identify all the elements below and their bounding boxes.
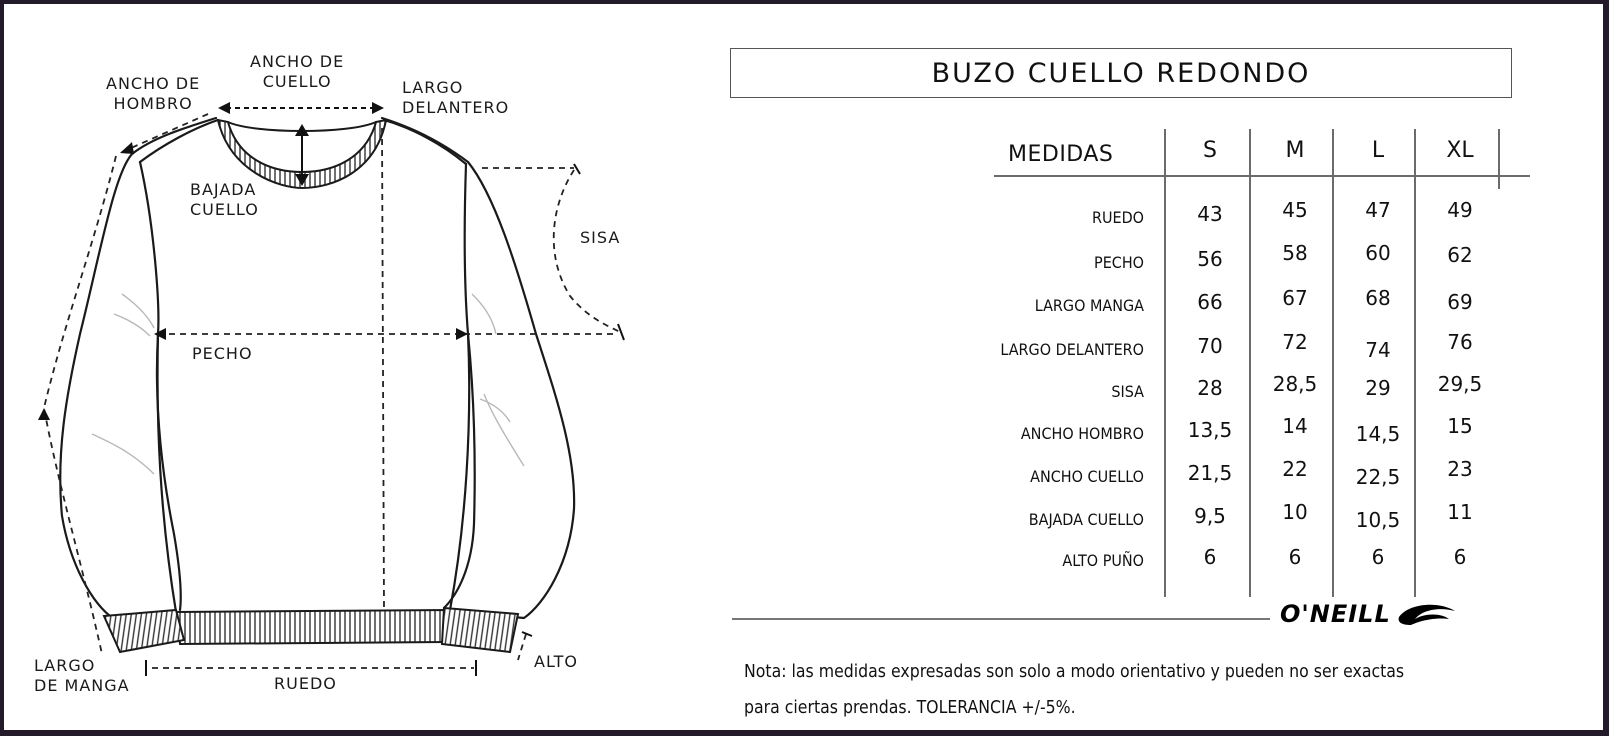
row-label: SISA — [1111, 382, 1144, 401]
table-cell: 15 — [1447, 414, 1473, 438]
table-cell: 10,5 — [1355, 508, 1401, 532]
label-largo-delantero: LARGO DELANTERO — [402, 78, 510, 117]
table-cell: 56 — [1197, 247, 1223, 271]
table-cell: 9,5 — [1194, 504, 1226, 528]
table-cell: 23 — [1447, 457, 1473, 481]
label-ruedo: RUEDO — [274, 674, 337, 693]
column-divider — [1164, 129, 1166, 597]
header-medidas: MEDIDAS — [1008, 142, 1114, 167]
table-cell: 11 — [1447, 500, 1473, 524]
table-cell: 6 — [1288, 545, 1302, 569]
disclaimer-note — [744, 654, 1504, 726]
wave-logo-icon — [1395, 601, 1459, 627]
row-label: LARGO MANGA — [1034, 296, 1144, 315]
page-title: BUZO CUELLO REDONDO — [931, 57, 1311, 89]
footer-divider — [732, 618, 1270, 620]
table-cell: 29 — [1365, 376, 1391, 400]
table-cell: 49 — [1447, 198, 1473, 222]
row-label: ALTO PUÑO — [1062, 551, 1144, 570]
size-header-m: M — [1285, 138, 1305, 163]
garment-sketch — [4, 4, 704, 730]
row-label: ANCHO CUELLO — [1030, 467, 1144, 486]
label-ancho-cuello: ANCHO DE CUELLO — [250, 52, 345, 91]
label-sisa: SISA — [580, 228, 621, 247]
table-cell: 60 — [1365, 241, 1391, 265]
size-chart-card — [4, 4, 1603, 730]
table-cell: 68 — [1365, 286, 1391, 310]
table-cell: 28 — [1197, 376, 1223, 400]
brand-name: O'NEILL — [1280, 600, 1391, 628]
note-line-2: para ciertas prendas. TOLERANCIA +/-5%. — [744, 698, 1076, 718]
table-cell: 43 — [1197, 202, 1223, 226]
table-cell: 6 — [1453, 545, 1467, 569]
table-cell: 76 — [1447, 330, 1473, 354]
header-divider — [994, 175, 1530, 177]
row-label: RUEDO — [1091, 208, 1144, 227]
label-pecho: PECHO — [192, 344, 253, 363]
table-cell: 72 — [1282, 330, 1308, 354]
table-cell: 6 — [1203, 545, 1217, 569]
table-cell: 6 — [1371, 545, 1385, 569]
row-label: ANCHO HOMBRO — [1020, 424, 1144, 443]
table-cell: 67 — [1282, 286, 1308, 310]
size-header-l: L — [1371, 138, 1385, 163]
table-cell: 29,5 — [1437, 372, 1483, 396]
row-label: BAJADA CUELLO — [1028, 510, 1144, 529]
title-box — [730, 48, 1512, 98]
label-alto: ALTO — [534, 652, 579, 671]
table-cell: 47 — [1365, 198, 1391, 222]
row-label: PECHO — [1094, 253, 1144, 272]
table-cell: 58 — [1282, 241, 1308, 265]
label-largo-manga: LARGO DE MANGA — [34, 656, 130, 695]
table-cell: 69 — [1447, 290, 1473, 314]
table-cell: 14,5 — [1355, 422, 1401, 446]
row-label: LARGO DELANTERO — [1000, 340, 1144, 359]
label-ancho-hombro: ANCHO DE HOMBRO — [106, 74, 201, 113]
table-cell: 62 — [1447, 243, 1473, 267]
table-cell: 10 — [1282, 500, 1308, 524]
table-cell: 14 — [1282, 414, 1308, 438]
note-line-1: Nota: las medidas expresadas son solo a modo orientativo y pueden no ser exactas — [744, 662, 1405, 682]
brand-logo — [1280, 600, 1459, 628]
table-cell: 74 — [1365, 338, 1391, 362]
table-cell: 22,5 — [1355, 465, 1401, 489]
table-cell: 45 — [1282, 198, 1308, 222]
size-header-xl: XL — [1446, 138, 1474, 163]
table-cell: 70 — [1197, 334, 1223, 358]
table-cell: 28,5 — [1272, 372, 1318, 396]
table-cell: 22 — [1282, 457, 1308, 481]
table-cell: 13,5 — [1187, 418, 1233, 442]
table-cell: 21,5 — [1187, 461, 1233, 485]
table-cell: 66 — [1197, 290, 1223, 314]
size-header-s: S — [1203, 138, 1217, 163]
label-bajada-cuello: BAJADA CUELLO — [190, 180, 259, 219]
